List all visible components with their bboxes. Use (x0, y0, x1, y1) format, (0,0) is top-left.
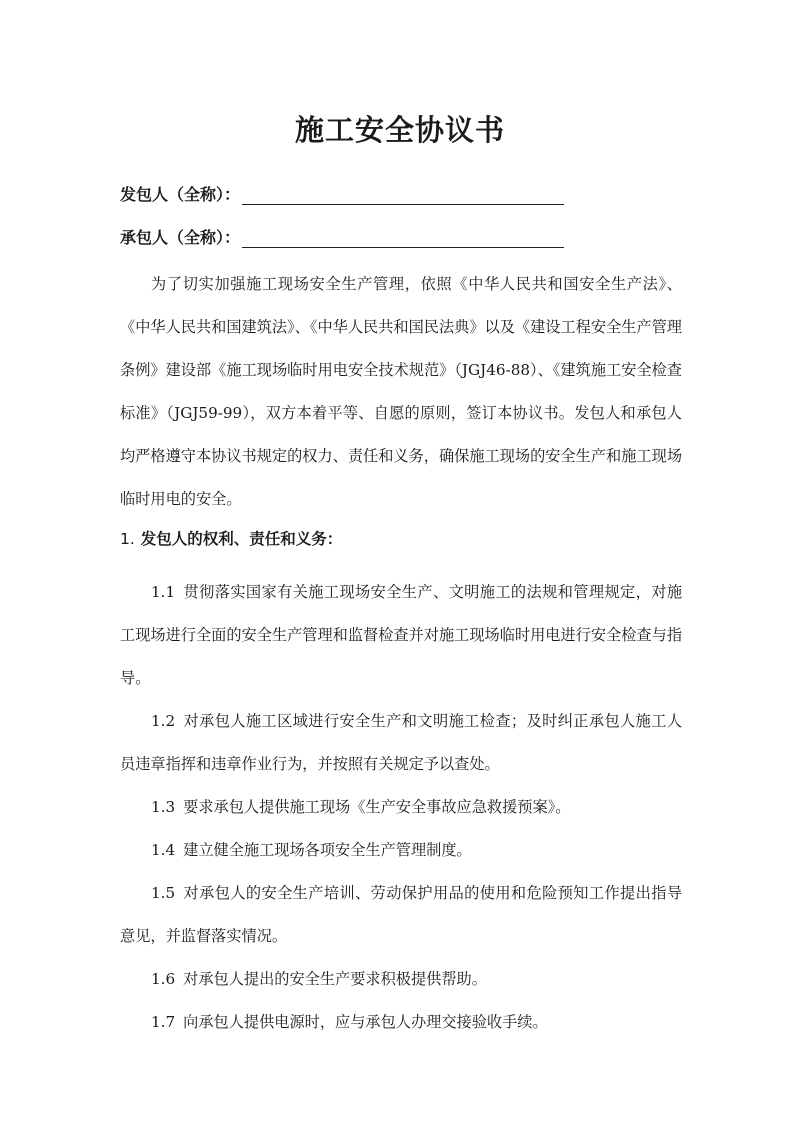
clause-text: 对承包人的安全生产培训、劳动保护用品的使用和危险预知工作提出指导意见，并监督落实情况。 (120, 884, 682, 945)
section-1-number: 1. (120, 530, 135, 548)
document-title: 施工安全协议书 (294, 113, 505, 147)
clause-text: 建立健全施工现场各项安全生产管理制度。 (183, 841, 472, 859)
clause-text: 贯彻落实国家有关施工现场安全生产、文明施工的法规和管理规定，对施工现场进行全面的安全生产管理和监督检查并对施工现场临时用电进行安全检查与指导。 (120, 583, 682, 687)
employer-name-row (120, 182, 580, 212)
clause-1-5 (120, 872, 682, 958)
clause-number: 1.7 (151, 1013, 176, 1031)
clause-1-7 (120, 1001, 682, 1044)
section-1-heading (120, 527, 342, 549)
clause-1-4 (120, 829, 682, 872)
clause-text: 要求承包人提供施工现场《生产安全事故应急救援预案》。 (183, 798, 571, 816)
clause-number: 1.1 (151, 583, 176, 601)
intro-paragraph: 为了切实加强施工现场安全生产管理，依照《中华人民共和国安全生产法》、《中华人民共和国建筑法》、《中华人民共和国民法典》以及《建设工程安全生产管理条例》建设部《施工现场临时用电安全技术规范》（JGJ46-88）、《建筑施工安全检查标准》（JGJ59-99），双方本着平等、自愿的原则，签订本协议书。发包人和承包人均严格遵守本协议书规定的权力、责任和义务，确保施工现场的安全生产和施工现场临时用电的安全。 (120, 275, 682, 508)
clause-text: 对承包人施工区域进行安全生产和文明施工检查；及时纠正承包人施工人员违章指挥和违章作业行为，并按照有关规定予以查处。 (120, 712, 682, 773)
employer-name-blank[interactable] (242, 186, 564, 205)
section-1-title: 发包人的权利、责任和义务： (140, 530, 343, 548)
contractor-name-blank[interactable] (242, 229, 564, 248)
clause-text: 对承包人提出的安全生产要求积极提供帮助。 (183, 970, 487, 988)
clause-text: 向承包人提供电源时，应与承包人办理交接验收手续。 (183, 1013, 548, 1031)
clause-1-2 (120, 700, 682, 786)
clause-number: 1.6 (151, 970, 176, 988)
clause-1-1 (120, 571, 682, 700)
clause-1-3 (120, 786, 682, 829)
clause-number: 1.2 (151, 712, 176, 730)
contractor-label: 承包人（全称）： (120, 228, 241, 247)
clause-number: 1.5 (151, 884, 176, 902)
clause-1-6 (120, 958, 682, 1001)
employer-label: 发包人（全称）： (120, 185, 241, 204)
clause-number: 1.3 (151, 798, 176, 816)
contractor-name-row (120, 225, 580, 255)
clause-number: 1.4 (151, 841, 176, 859)
